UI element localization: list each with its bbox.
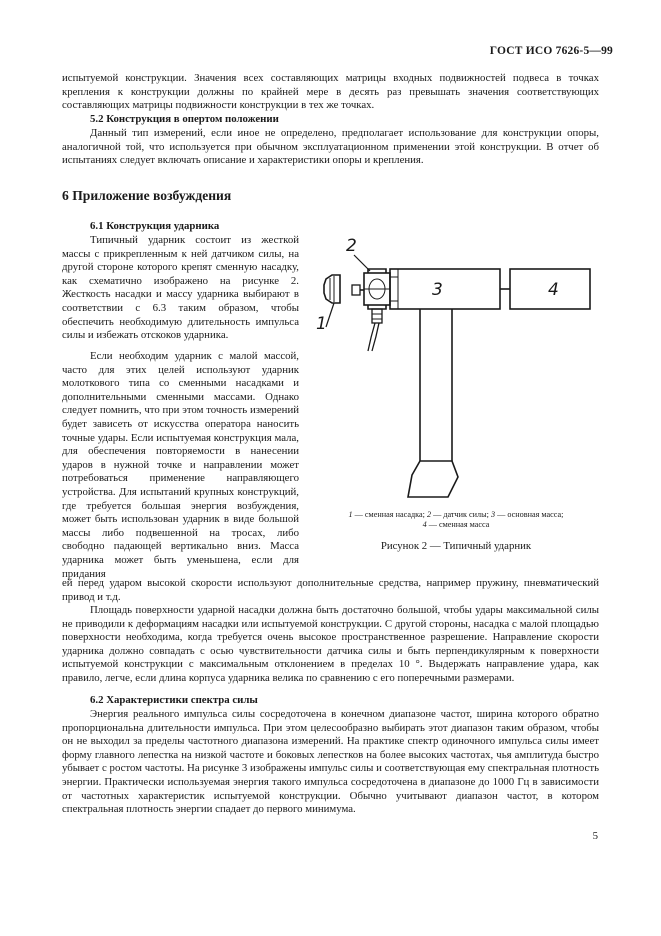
paragraph-intro: испытуемой конструкции. Значения всех составляющих матрицы входных подвижностей подвеса в точках крепления к конструкции должны по крайней мере в десять раз превышать значения соответствующих составляющих матрицы подвижности конструкции в тех же точках. [62, 72, 599, 112]
paragraph-6-1-c: ей перед ударом высокой скорости используют дополнительные средства, например пружину, пневматический привод и т.д. [62, 577, 599, 603]
figure-label-4: 4 [548, 280, 559, 300]
paragraph-6-1-a: Типичный ударник состоит из жесткой массы с прикрепленным к ней датчиком силы, на другой стороне которого крепят сменную насадку, как схематично изображено на рисунке 2. Жесткость насадки и массу ударника выбирают в соответствии с 6.3 таким образом, чтобы обеспечить необходимую длительность импульса силы и избежать отскоков ударника. [62, 234, 299, 342]
paragraph-6-2: Энергия реального импульса силы сосредоточена в конечном диапазоне частот, ширина которого обратно пропорциональна длительности импульса. При этом целесообразно выбирать этот диапазон таким образом, чтобы он не выходил за пределы частотного диапазона измерений. На практике спектр одиночного импульса силы имеет форму главного лепестка на низкой частоте и боковых лепестков на более высоких частотах, чья амплитуда быстро убывает с ростом частоты. На рисунке 3 изображены импульс силы и соответствующая ему спектральная плотность энергии. Практически используемая энергия такого импульса сосредоточена в диапазоне до 1000 Гц в зависимости от частотных характеристик испытуемой конструкции. Обычно учитывают диапазон частот, в котором спектральная плотность энергии спадает до первого минимума. [62, 708, 599, 816]
main-mass [390, 269, 500, 309]
exchangeable-tip [324, 275, 340, 303]
paragraph-6-1-b: Если необходим ударник с малой массой, часто для этих целей используют ударник молоткового типа со сменными насадками и дополнительными сменными массами. Однако следует помнить, что при этом точность измерений будет зависеть от искусства оператора наносить точные удары. Если испытуемая конструкция мала, для обеспечения повторяемости в нанесении ударов в нужной точке и направлении может потребоваться применение направляющего устройства. Для испытаний крупных конструкций, где требуется большая энергия возбуждения, может быть использован ударник в виде большой массы либо подвешенной на тросах, либо свободно падающей вертикально вниз. Масса ударника может быть уменьшена, если для придания [62, 350, 299, 580]
page-number: 5 [592, 830, 598, 842]
sensor-connector [372, 309, 382, 323]
paragraph-5-2: Данный тип измерений, если иное не определено, предполагает использование для конструкции опоры, аналогичной той, что используется при обычном эксплуатационном применении этой конструкции. В отчет об испытаниях следует включать описание и характеристики опоры и крепления. [62, 127, 599, 167]
handle [420, 309, 452, 461]
figure-legend: 1 — сменная насадка; 2 — датчик силы; 3 — основная масса; 4 — сменная масса [348, 510, 564, 529]
heading-5-2: 5.2 Конструкция в опертом положении [90, 113, 279, 125]
paragraph-6-1-d: Площадь поверхности ударной насадки должна быть достаточно большой, чтобы удары максимальной силы не приводили к деформациям насадки или испытуемой конструкции. С другой стороны, насадка с малой площадью поверхности необходима, когда требуется очень высокое пространственное разрешение. Направление скорости ударника должно совпадать с осью чувствительности датчика силы и быть перпендикулярным к поверхности испытуемой конструкции с максимальным отклонением в пределах 10 °. Выдержать направление удара, как правило, легче, если длина корпуса ударника велика по сравнению с его поперечными размерами. [62, 604, 599, 684]
figure-title: Рисунок 2 — Типичный ударник [380, 540, 532, 552]
figure-label-2: 2 [346, 236, 357, 256]
figure-label-1: 1 [316, 314, 327, 334]
figure-label-3: 3 [432, 280, 443, 300]
document-code: ГОСТ ИСО 7626-5—99 [489, 45, 613, 57]
impactor-figure [312, 235, 600, 507]
heading-6-2: 6.2 Характеристики спектра силы [90, 694, 258, 706]
sensor-cable [368, 323, 375, 351]
tip-stud [352, 285, 360, 295]
heading-6: 6 Приложение возбуждения [62, 188, 232, 203]
heading-6-1: 6.1 Конструкция ударника [90, 220, 220, 232]
